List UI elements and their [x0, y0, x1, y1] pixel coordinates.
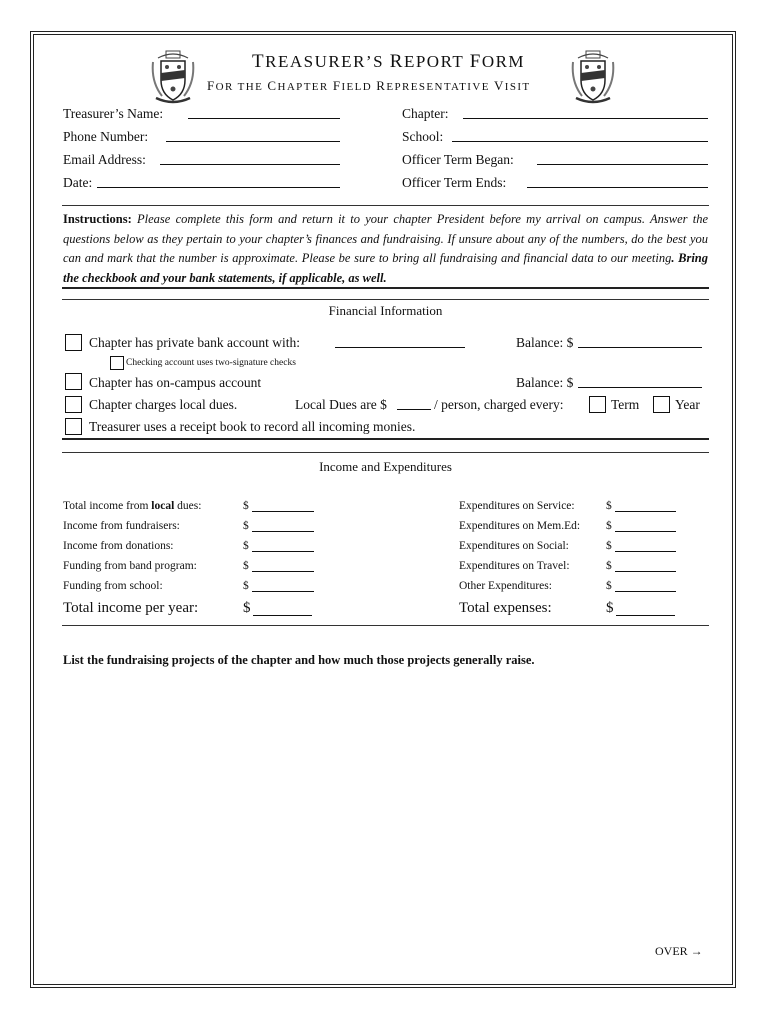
financial-heading: Financial Information: [328, 303, 443, 318]
school-field[interactable]: [452, 129, 708, 142]
treasurer-name-field[interactable]: [188, 106, 340, 119]
private-account-label: Chapter has private bank account with:: [89, 335, 301, 350]
receipt-book-label: Treasurer uses a receipt book to record all incoming monies.: [89, 419, 416, 434]
expense-amount-field[interactable]: [615, 540, 676, 552]
chapter-label: Chapter:: [402, 106, 449, 121]
phone-label: Phone Number:: [63, 129, 149, 144]
per-person-label: / person, charged every:: [434, 397, 564, 412]
expense-amount-field[interactable]: [615, 560, 676, 572]
income-heading: Income and Expenditures: [319, 459, 452, 474]
year-checkbox[interactable]: [653, 396, 670, 413]
form-title: TREASURER’S REPORT FORM: [252, 51, 526, 72]
term-ends-field[interactable]: [527, 175, 708, 188]
expense-amount-field[interactable]: [615, 500, 676, 512]
balance2-field[interactable]: [578, 375, 702, 388]
total-expenses-field[interactable]: [616, 601, 675, 616]
crest-right-icon: [570, 48, 616, 106]
private-account-checkbox[interactable]: [65, 334, 82, 351]
email-field[interactable]: [160, 152, 340, 165]
crest-left-icon: [150, 48, 196, 106]
divider: [62, 287, 709, 289]
form-subtitle: FOR THE CHAPTER FIELD REPRESENTATIVE VISIT: [207, 78, 531, 93]
expense-currency: $: [606, 580, 612, 592]
chapter-field[interactable]: [463, 106, 708, 119]
expense-row-label: Expenditures on Mem.Ed:: [459, 520, 581, 532]
income-amount-field[interactable]: [252, 520, 314, 532]
dues-amount-label: Local Dues are $: [295, 397, 387, 412]
income-row-label: Income from fundraisers:: [63, 520, 180, 532]
term-ends-label: Officer Term Ends:: [402, 175, 507, 190]
on-campus-checkbox[interactable]: [65, 373, 82, 390]
total-income-field[interactable]: [253, 601, 312, 616]
date-label: Date:: [63, 175, 93, 190]
phone-field[interactable]: [166, 129, 340, 142]
income-amount-field[interactable]: [252, 560, 314, 572]
divider: [62, 299, 709, 300]
expense-row-label: Expenditures on Travel:: [459, 560, 570, 572]
email-label: Email Address:: [63, 152, 146, 167]
over-indicator: OVER →: [655, 944, 703, 958]
income-currency: $: [243, 580, 249, 592]
income-currency: $: [243, 520, 249, 532]
divider: [62, 625, 709, 626]
total-income-currency: $: [243, 600, 251, 616]
expense-currency: $: [606, 520, 612, 532]
income-row-label: Income from donations:: [63, 540, 174, 552]
instructions: Instructions: Please complete this form and return it to your chapter President before my arrival on campus. Answer the questions below as they pertain to your chapter’s finances and fundraising. If unsure about any of the numbers, do the best you can and mark that the number is approximate. Please be sure to bring all fundraising and financial data to our meeting. Bring the checkbook and your bank statements, if applicable, as well.: [63, 212, 709, 285]
expense-row-label: Expenditures on Service:: [459, 500, 575, 512]
balance1-field[interactable]: [578, 335, 702, 348]
fundraising-prompt: List the fundraising projects of the chapter and how much those projects generally raise.: [63, 653, 535, 667]
income-currency: $: [243, 540, 249, 552]
expense-currency: $: [606, 540, 612, 552]
two-signature-checkbox[interactable]: [110, 356, 124, 370]
total-income-label: Total income per year:: [63, 600, 199, 616]
dues-amount-field[interactable]: [397, 397, 431, 410]
balance1-label: Balance: $: [516, 335, 574, 350]
expense-currency: $: [606, 500, 612, 512]
income-currency: $: [243, 560, 249, 572]
term-checkbox[interactable]: [589, 396, 606, 413]
date-field[interactable]: [97, 175, 340, 188]
fundraising-answer-area[interactable]: [63, 680, 708, 930]
divider: [62, 452, 709, 453]
expense-row-label: Other Expenditures:: [459, 580, 552, 592]
term-began-label: Officer Term Began:: [402, 152, 514, 167]
income-amount-field[interactable]: [252, 580, 314, 592]
income-row-label: Funding from school:: [63, 580, 163, 592]
expense-amount-field[interactable]: [615, 580, 676, 592]
total-expenses-currency: $: [606, 600, 614, 616]
balance2-label: Balance: $: [516, 375, 574, 390]
expense-row-label: Expenditures on Social:: [459, 540, 569, 552]
income-amount-field[interactable]: [252, 540, 314, 552]
year-label: Year: [675, 397, 700, 412]
income-row-label: Total income from local dues:: [63, 500, 202, 512]
school-label: School:: [402, 129, 444, 144]
term-began-field[interactable]: [537, 152, 708, 165]
income-row-label: Funding from band program:: [63, 560, 197, 572]
receipt-book-checkbox[interactable]: [65, 418, 82, 435]
bank-name-field[interactable]: [335, 335, 465, 348]
two-signature-label: Checking account uses two-signature checks: [126, 358, 296, 368]
on-campus-label: Chapter has on-campus account: [89, 375, 262, 390]
total-expenses-label: Total expenses:: [459, 600, 552, 616]
divider: [62, 438, 709, 440]
local-dues-checkbox[interactable]: [65, 396, 82, 413]
divider: [62, 205, 709, 206]
income-currency: $: [243, 500, 249, 512]
term-label: Term: [611, 397, 640, 412]
local-dues-label: Chapter charges local dues.: [89, 397, 238, 412]
income-amount-field[interactable]: [252, 500, 314, 512]
treasurer-name-label: Treasurer’s Name:: [63, 106, 164, 121]
arrow-right-icon: →: [690, 944, 703, 958]
expense-amount-field[interactable]: [615, 520, 676, 532]
expense-currency: $: [606, 560, 612, 572]
